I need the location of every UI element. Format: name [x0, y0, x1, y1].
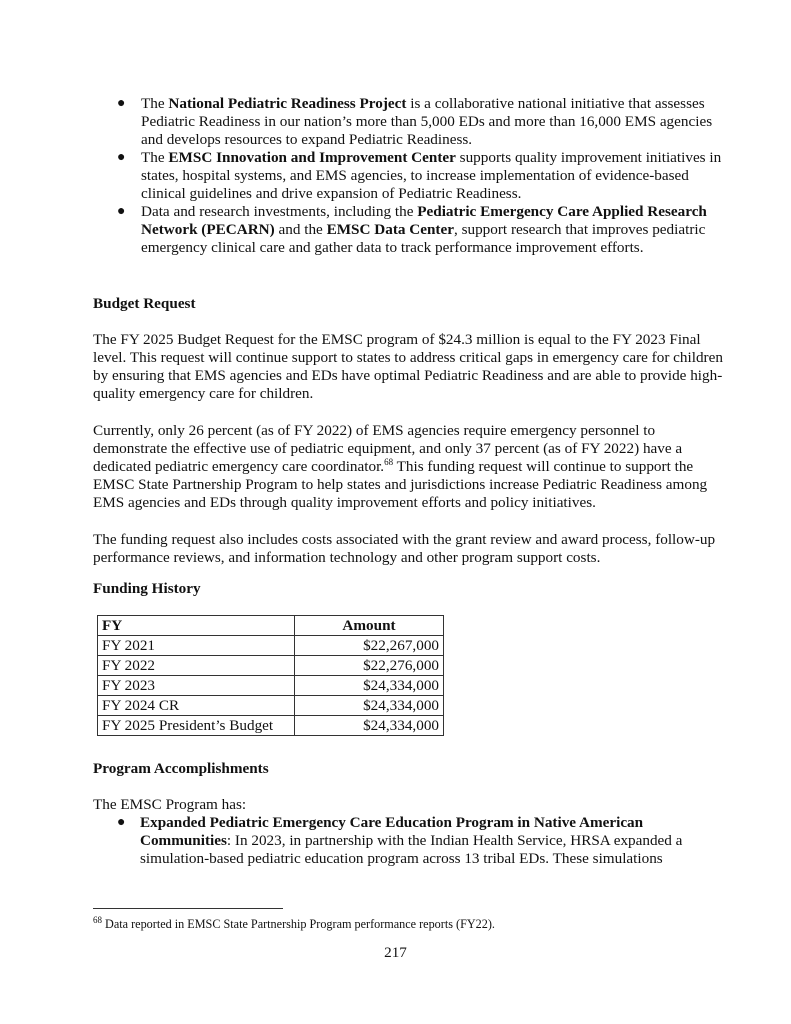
- footnote: $^{68}$ Data reported in EMSC State Partnership Program performance reports (FY22).: [93, 914, 495, 931]
- cell-fy: FY 2025 President’s Budget: [98, 716, 295, 736]
- cell-fy: FY 2024 CR: [98, 696, 295, 716]
- heading-program-accomplishments: Program Accomplishments: [93, 760, 269, 777]
- intro-bullet-list: [93, 95, 733, 257]
- cell-amount: $24,334,000: [295, 716, 444, 736]
- cell-amount: $22,267,000: [295, 636, 444, 656]
- cell-fy: FY 2021: [98, 636, 295, 656]
- heading-budget-request: Budget Request: [93, 295, 196, 312]
- table-row: [98, 636, 444, 656]
- bullet-innovation-center: ● The EMSC Innovation and Improvement Center supports quality improvement initiatives in states, hospital systems, and EMS agencies, to increase implementation of evidence-based clinical guidelines and drive expansion of Pediatric Readiness.: [117, 149, 722, 202]
- table-row: [98, 676, 444, 696]
- bullet-dot-icon: ●: [117, 150, 126, 165]
- bullet-national-pediatric-readiness: ● The National Pediatric Readiness Project is a collaborative national initiative that assesses Pediatric Readiness in our nation’s more than 5,000 EDs and more than 16,000 EMS agencies and develops resources to expand Pediatric Readiness.: [117, 95, 713, 148]
- bullet-dot-icon: ●: [117, 204, 126, 219]
- footnote-number: 68: [93, 914, 102, 925]
- budget-paragraph-2: Currently, only 26 percent (as of FY 2022) of EMS agencies require emergency personnel to demonstrate the effective use of pediatric equipment, and only 37 percent (as of FY 2022) have a dedicated pediatric emergency care coordinator.$^{68}$ This funding request will continue to support the EMSC State Partnership Program to help states and jurisdictions increase Pediatric Readiness among EMS agencies and EDs through quality improvement efforts and policy initiatives.: [93, 422, 708, 511]
- table-row: [98, 656, 444, 676]
- accomplishments-bullet-list: [93, 814, 733, 868]
- cell-fy: FY 2023: [98, 676, 295, 696]
- column-header-amount: Amount: [295, 616, 444, 636]
- budget-paragraph-3: The funding request also includes costs associated with the grant review and award process, follow-up performance reviews, and information technology and other program support costs.: [93, 531, 716, 566]
- accomplishments-intro: The EMSC Program has:: [93, 796, 247, 813]
- cell-amount: $22,276,000: [295, 656, 444, 676]
- table-header-row: [98, 616, 444, 636]
- bullet-dot-icon: ●: [117, 96, 126, 111]
- bullet-data-research: ● Data and research investments, including the Pediatric Emergency Care Applied Research Network (PECARN) and the EMSC Data Center, support research that improves pediatric emergency clinical care and gather data to track performance improvement efforts.: [117, 203, 707, 256]
- cell-fy: FY 2022: [98, 656, 295, 676]
- bullet-dot-icon: ●: [117, 815, 126, 830]
- funding-history-table: [97, 615, 444, 736]
- bullet-native-american-education: ● Expanded Pediatric Emergency Care Education Program in Native American Communities: In 2023, in partnership with the Indian Health Service, HRSA expanded a simulation-based pediatric education program across 13 tribal EDs. These simulations: [117, 814, 683, 867]
- footnote-divider: [93, 908, 283, 909]
- cell-amount: $24,334,000: [295, 676, 444, 696]
- budget-paragraph-1: The FY 2025 Budget Request for the EMSC program of $24.3 million is equal to the FY 2023 Final level. This request will continue support to states to address critical gaps in emergency care for children by ensuring that EMS agencies and EDs have optimal Pediatric Readiness and are able to provide high-quality emergency care for children.: [93, 331, 723, 402]
- cell-amount: $24,334,000: [295, 696, 444, 716]
- page-number: 217: [384, 944, 407, 961]
- footnote-ref[interactable]: 68: [384, 456, 394, 467]
- table-row: [98, 716, 444, 736]
- table-row: [98, 696, 444, 716]
- column-header-fy: FY: [98, 616, 295, 636]
- heading-funding-history: Funding History: [93, 580, 201, 597]
